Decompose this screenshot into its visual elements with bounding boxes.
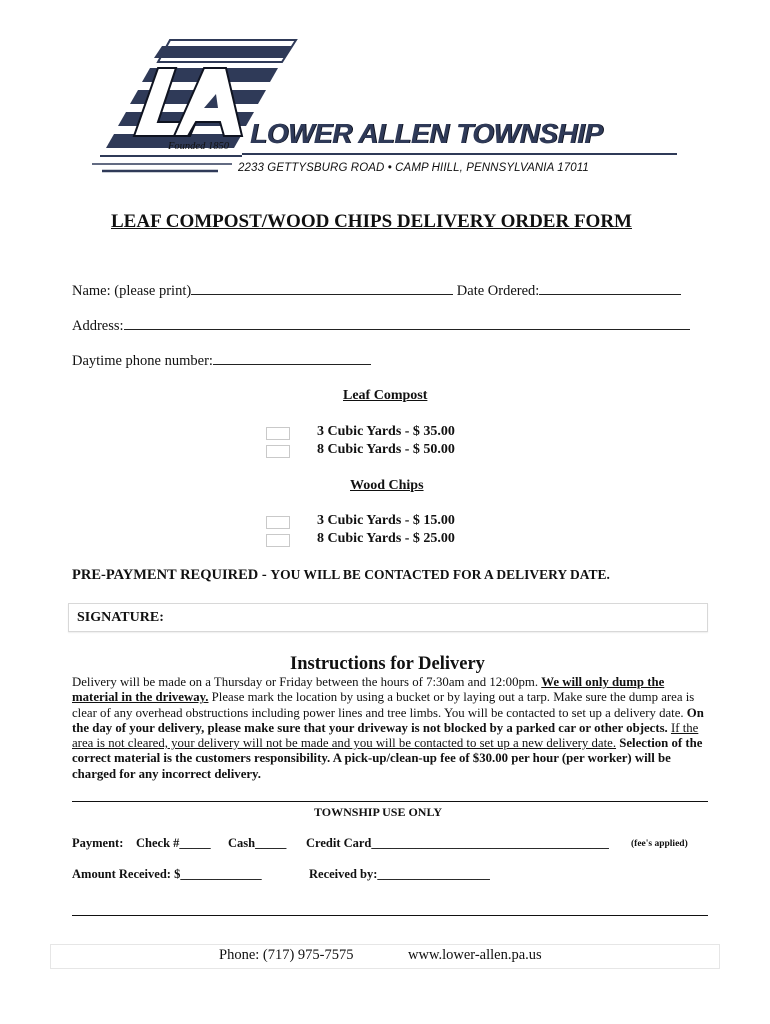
org-address: 2233 GETTYSBURG ROAD • CAMP HIILL, PENNSYLVANIA 17011 xyxy=(238,162,589,174)
instructions-delivery-day-note: On the day of your delivery, please make sure that your driveway is not blocked by a parked car or other objects. xyxy=(72,705,704,735)
fees-note: (fee's applied) xyxy=(631,839,688,849)
name-field[interactable] xyxy=(191,282,453,295)
leaf-compost-heading: Leaf Compost xyxy=(343,388,428,403)
wood-chips-3-yard-label: 3 Cubic Yards - $ 15.00 xyxy=(317,513,455,528)
prepayment-contact: YOU WILL BE CONTACTED FOR A DELIVERY DATE. xyxy=(270,567,610,582)
payment-label: Payment: xyxy=(72,836,124,850)
org-name: LOWER ALLEN TOWNSHIP xyxy=(250,118,603,149)
leaf-compost-3-yard-checkbox[interactable] xyxy=(266,427,290,440)
credit-card-field[interactable]: Credit Card______________________________________ xyxy=(306,836,609,850)
founded-text: Founded 1850 xyxy=(168,141,229,152)
form-title: LEAF COMPOST/WOOD CHIPS DELIVERY ORDER FORM xyxy=(111,211,632,232)
prepayment-notice xyxy=(72,567,610,584)
leaf-compost-8-yard-checkbox[interactable] xyxy=(266,445,290,458)
check-number-field[interactable]: Check #_____ xyxy=(136,836,211,850)
phone-row xyxy=(72,352,371,370)
instructions-dump-note: We will only dump the material in the driveway. xyxy=(72,675,665,705)
wood-chips-heading: Wood Chips xyxy=(350,478,424,493)
phone-field[interactable] xyxy=(213,352,371,365)
received-by-field[interactable]: Received by:__________________ xyxy=(309,867,490,881)
signature-field[interactable] xyxy=(68,603,708,632)
address-field[interactable] xyxy=(124,317,690,330)
instructions-fee-note: Selection of the correct material is the customers responsibility. A pick-up/clean-up fee of $30.00 per hour (per worker) will be charged for any incorrect delivery. xyxy=(72,736,703,781)
wood-chips-8-yard-label: 8 Cubic Yards - $ 25.00 xyxy=(317,531,455,546)
instructions-not-cleared-note: If the area is not cleared, your delivery will not be made and you will be contacted to set up a new delivery date. xyxy=(72,720,699,751)
instructions-text: Delivery will be made on a Thursday or Friday between the hours of 7:30am and 12:00pm. xyxy=(72,675,542,689)
leaf-compost-8-yard-label: 8 Cubic Yards - $ 50.00 xyxy=(317,442,455,457)
date-ordered-field[interactable] xyxy=(539,282,681,295)
cash-field[interactable]: Cash_____ xyxy=(228,836,287,850)
prepayment-required: PRE-PAYMENT REQUIRED - xyxy=(72,567,271,583)
name-label: Name: (please print) xyxy=(72,283,192,299)
signature-label: SIGNATURE: xyxy=(77,610,164,625)
township-use-heading: TOWNSHIP USE ONLY xyxy=(314,805,443,819)
footer-phone: Phone: (717) 975-7575 xyxy=(219,947,354,963)
amount-received-field[interactable]: Amount Received: $_____________ xyxy=(72,867,262,881)
address-label: Address: xyxy=(72,318,124,334)
divider-top xyxy=(72,801,708,802)
leaf-compost-3-yard-label: 3 Cubic Yards - $ 35.00 xyxy=(317,424,455,439)
instructions-text: Please mark the location by using a bucket or by laying out a tarp. Make sure the dump area is clear of any overhead obstructions including power lines and tree limbs. You will be contacted to set up a delivery date. xyxy=(72,690,695,720)
instructions-title: Instructions for Delivery xyxy=(290,654,485,674)
address-row xyxy=(72,317,690,335)
footer xyxy=(50,944,720,969)
date-ordered-label: Date Ordered: xyxy=(456,283,540,299)
phone-label: Daytime phone number: xyxy=(72,353,213,369)
divider-bottom xyxy=(72,915,708,916)
name-row xyxy=(72,282,681,300)
wood-chips-8-yard-checkbox[interactable] xyxy=(266,534,290,547)
instructions-body xyxy=(72,675,712,782)
wood-chips-3-yard-checkbox[interactable] xyxy=(266,516,290,529)
footer-website[interactable]: www.lower-allen.pa.us xyxy=(408,947,542,963)
